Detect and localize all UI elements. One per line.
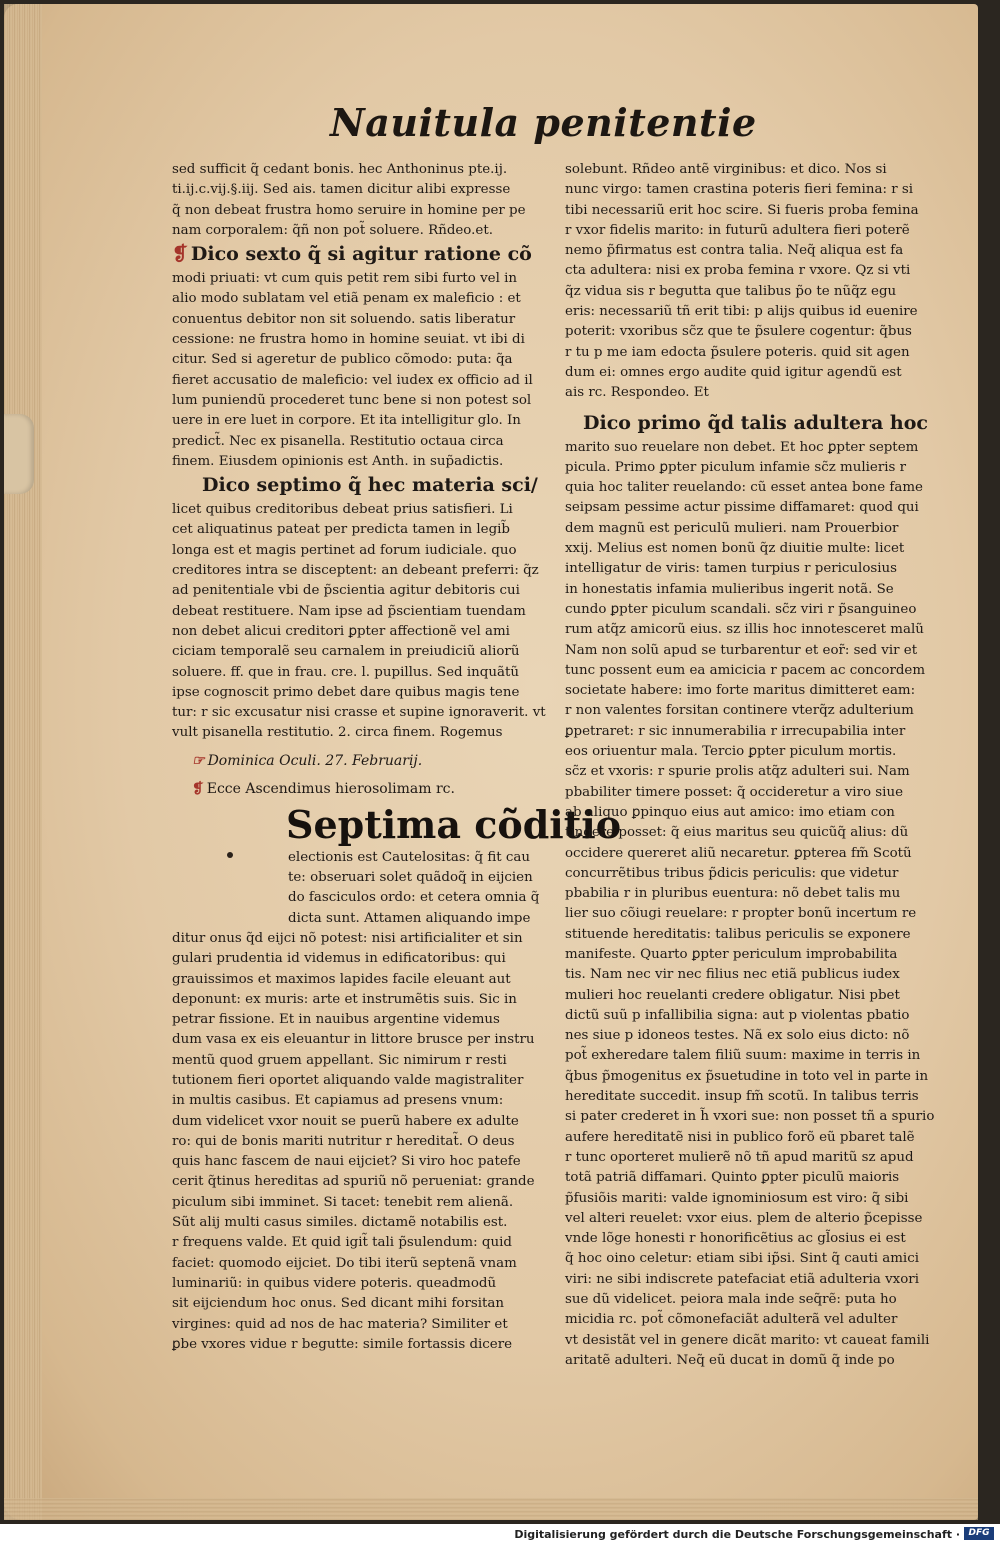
- text-line: sc̃z et vxoris: r spurie prolis atq̃z adulteri sui. Nam: [565, 764, 910, 780]
- text-line: grauissimos et maximos lapides facile eleuant aut: [172, 971, 511, 987]
- text-line: cessione: ne frustra homo in homine seuiat. vt ibi di: [172, 332, 525, 348]
- septima-conditio-heading: Septima cõditio: [286, 801, 622, 847]
- text-line: ais rc. Respondeo. Et: [565, 385, 709, 401]
- text-line: r frequens valde. Et quid igit̃ tali p̃sulendum: quid: [172, 1235, 512, 1251]
- text-line: sit eijciendum hoc onus. Sed dicant mihi forsitan: [172, 1296, 505, 1312]
- text-line: finem. Eiusdem opinionis est Anth. in sup̃adictis.: [172, 453, 504, 469]
- text-line: quia hoc taliter reuelando: cũ esset antea bone fame: [565, 480, 923, 496]
- text-line: pot̃ exheredare talem filiũ suum: maxime in terris in: [565, 1048, 921, 1064]
- text-line: vt desistãt vel in genere dicãt marito: vt caueat famili: [565, 1332, 930, 1348]
- text-line: stituende hereditatis: talibus periculis se exponere: [565, 926, 911, 942]
- text-line: mentũ quod gruem appellant. Sic nimirum r resti: [172, 1052, 507, 1068]
- text-line: q̃z vidua sis r begutta que talibus p̃o te nũq̃z egu: [565, 283, 897, 299]
- text-line: eos oriuentur mala. Tercio ꝑpter piculum mortis.: [565, 744, 897, 760]
- text-line: piculum sibi imminet. Si tacet: tenebit rem alienã.: [172, 1194, 514, 1210]
- text-line: in honestatis infamia mulieribus ingerit notã. Se: [565, 581, 894, 597]
- text-line: modi priuati: vt cum quis petit rem sibi furto vel in: [172, 271, 518, 287]
- text-line: r non valentes forsitan continere vterq̃z adulterium: [565, 703, 914, 719]
- text-line: viri: ne sibi indiscrete patefaciat etiã adulteria vxori: [565, 1271, 919, 1287]
- text-line: tutionem fieri oportet aliquando valde magistraliter: [172, 1072, 524, 1088]
- text-line: Sũt alij multi casus similes. dictamẽ notabilis est.: [172, 1215, 508, 1231]
- text-line: ditur onus q̃d eijci nõ potest: nisi artificialiter et sin: [172, 930, 523, 946]
- text-line: societate habere: imo forte maritus dimitteret eam:: [565, 683, 916, 699]
- text-line: manifeste. Quarto ꝑpter periculum improbabilita: [565, 946, 898, 962]
- text-line: tis. Nam nec vir nec filius nec etiã publicus iudex: [565, 967, 900, 983]
- text-line: ti.ij.c.vij.§.iij. Sed ais. tamen dicitur alibi expresse: [172, 182, 511, 198]
- running-title: Nauitula penitentie: [330, 100, 757, 145]
- text-line: picula. Primo ꝑpter piculum infamie sc̃z mulieris r: [565, 459, 907, 475]
- text-line: r tu p me iam edocta p̃sulere poteris. quid sit agen: [565, 344, 910, 360]
- left-text-block-c: [172, 500, 544, 744]
- text-line: dictũ suũ p infallibilia signa: aut p violentas pbatio: [565, 1007, 910, 1023]
- manicule-icon: ☞: [192, 752, 205, 769]
- text-line: cundo ꝑpter piculum scandali. sc̃z viri r p̃sanguineo: [565, 601, 917, 617]
- text-line: dum vasa ex eis eleuantur in littore brusce per instru: [172, 1032, 535, 1048]
- left-text-block-e: [172, 929, 544, 1355]
- text-line: ab aliquo ꝑpinquo eius aut amico: imo etiam con: [565, 804, 895, 820]
- dfg-logo: DFG: [964, 1527, 994, 1540]
- text-line: marito suo reuelare non debet. Et hoc ꝑpter septem: [565, 439, 919, 455]
- text-line: uere in ere luet in corpore. Et ita intelligitur glo. In: [172, 413, 521, 429]
- text-line: intelligatur de viris: tamen turpius r periculosius: [565, 561, 898, 577]
- text-line: cta adultera: nisi ex proba femina r vxore. Qz si vti: [565, 263, 911, 279]
- text-line: xxij. Melius est nomen bonũ q̃z diuitie multe: licet: [565, 541, 905, 557]
- text-line: rum atq̃z amicorũ eius. sz illis hoc innotesceret malũ: [565, 622, 924, 638]
- text-line: nemo p̃firmatus est contra talia. Neq̃ aliqua est fa: [565, 243, 904, 259]
- text-line: quis hanc fascem de naui eijciet? Si viro hoc patefe: [172, 1154, 521, 1170]
- pilcrow-mark: ❡: [172, 243, 188, 266]
- text-line: luminariũ: in quibus videre poteris. queadmodũ: [172, 1275, 497, 1291]
- right-text-block-b: [565, 438, 937, 1372]
- left-column: [172, 160, 622, 1352]
- text-line: occidere quereret aliũ necaretur. ꝑpterea fm̃ Scotũ: [565, 845, 912, 861]
- section-heading-dico-primo: Dico primo q̃d talis adultera hoc: [583, 411, 928, 434]
- right-text-block-a: [565, 160, 937, 404]
- text-line: seipsam pessime actur pissime diffamaret: quod qui: [565, 500, 919, 516]
- text-line: aritatẽ adulteri. Neq̃ eũ ducat in domũ q̃ inde po: [565, 1352, 895, 1368]
- text-line: nunc virgo: tamen crastina poteris fieri femina: r si: [565, 182, 914, 198]
- text-line: creditores intra se disceptent: an debeant preferri: q̃z: [172, 563, 539, 579]
- text-line: q̃ hoc oino celetur: etiam sibi ip̃si. Sint q̃ cauti amici: [565, 1251, 919, 1267]
- text-line: lier suo cõiugi reuelare: r propter bonũ incertum re: [565, 906, 917, 922]
- left-text-block-b: [172, 269, 544, 472]
- text-line: lum puniendũ procederet tunc bene si non potest sol: [172, 392, 532, 408]
- text-line: pbabilia r in pluribus euentura: nõ debet talis mu: [565, 886, 901, 902]
- text-line: ꝑpetraret: r sic innumerabilia r irrecupabilia inter: [565, 723, 906, 739]
- text-line: deponunt: ex muris: arte et instrumẽtis suis. Sic in: [172, 991, 517, 1007]
- text-line: vnde lõge honesti r honorificẽtius ac gl̃osius ei est: [565, 1231, 906, 1247]
- text-line: alio modo sublatam vel etiã penam ex maleficio : et: [172, 291, 521, 307]
- text-line: longa est et magis pertinet ad forum iudiciale. quo: [172, 542, 517, 558]
- text-line: non debet alicui creditori ꝑpter affectionẽ vel ami: [172, 623, 510, 639]
- text-line: petrar fissione. Et in nauibus argentine videmus: [172, 1012, 500, 1028]
- text-line: tur: r sic excusatur nisi crasse et supine ignoraverit. vt: [172, 705, 546, 721]
- section-heading-dico-sexto: ❡ Dico sexto q̃ si agitur ratione cõ: [172, 243, 532, 266]
- text-line: vult pisanella restitutio. 2. circa finem. Rogemus: [172, 725, 503, 741]
- text-line: fieret accusatio de maleficio: vel iudex ex officio ad il: [172, 372, 533, 388]
- text-line: si pater crederet in h̃ vxori sue: non posset tñ a spurio: [565, 1109, 935, 1125]
- text-line: totã patriã diffamari. Quinto ꝑpter piculũ maioris: [565, 1170, 900, 1186]
- text-line: eris: necessariũ tñ erit tibi: p alijs quibus id euenire: [565, 304, 918, 320]
- text-line: dum ei: omnes ergo audite quid igitur agendũ est: [565, 364, 902, 380]
- text-line: do fasciculos ordo: et cetera omnia q̃: [288, 890, 540, 906]
- footer-credit: Digitalisierung gefördert durch die Deutsche Forschungsgemeinschaft ·: [514, 1528, 960, 1541]
- text-line: sue dũ videlicet. peiora mala inde seq̃rẽ: puta ho: [565, 1292, 897, 1308]
- dominica-rubric: ☞ Dominica Oculi. 27. Februarij.: [192, 752, 423, 769]
- septima-lead-block: [172, 848, 544, 929]
- text-line: poterit: vxoribus sc̃z que te p̃sulere cogentur: q̃bus: [565, 324, 912, 340]
- text-line: faciet: quomodo eijciet. Do tibi iterũ septenã vnam: [172, 1255, 517, 1271]
- text-line: ꝑbe vxores vidue r begutte: simile fortassis dicere: [172, 1336, 513, 1352]
- text-line: sed sufficit q̃ cedant bonis. hec Anthoninus pte.ij.: [172, 162, 508, 177]
- text-line: virgines: quid ad nos de hac materia? Similiter et: [172, 1316, 508, 1332]
- binding-clasp: [4, 414, 34, 494]
- text-line: soluere. ff. que in frau. cre. l. pupillus. Sed inquãtũ: [172, 664, 519, 680]
- text-line: gulari prudentia id videmus in edificatoribus: qui: [172, 951, 506, 967]
- text-line: tingere posset: q̃ eius maritus seu quicũq̃ alius: dũ: [565, 825, 909, 841]
- text-line: in multis casibus. Et capiamus ad presens vnum:: [172, 1093, 504, 1109]
- right-column: [565, 160, 937, 1368]
- text-line: cerit q̃tinus hereditas ad spuriũ nõ perueniat: grande: [172, 1174, 535, 1190]
- text-line: pbabiliter timere posset: q̃ occideretur a viro siue: [565, 784, 903, 800]
- text-line: Nam non solũ apud se turbarentur et eor̃: sed vir et: [565, 642, 918, 658]
- text-line: ro: qui de bonis mariti nutritur r hereditat̃. O deus: [172, 1133, 515, 1149]
- text-line: te: obseruari solet quãdoq̃ in eijcien: [288, 870, 533, 886]
- text-line: nes siue p idoneos testes. Nã ex solo eius dicto: nõ: [565, 1028, 910, 1044]
- text-line: conuentus debitor non sit soluendo. satis liberatur: [172, 311, 516, 327]
- text-line: ad penitentiale vbi de p̃scientia agitur debitoris cui: [172, 583, 520, 599]
- text-line: aufere hereditatẽ nisi in publico forõ eũ pbaret talẽ: [565, 1129, 915, 1145]
- text-line: tunc possent eum ea amicicia r pacem ac concordem: [565, 662, 926, 678]
- page-bottom-edge: [4, 1498, 978, 1520]
- text-line: mulieri hoc reuelanti credere obligatur. Nisi pbet: [565, 987, 900, 1003]
- text-line: nam corporalem: q̃ñ non pot̃ soluere. Rñdeo.et.: [172, 222, 493, 238]
- left-text-block-a: [172, 160, 544, 241]
- text-line: q̃bus p̃mogenitus ex p̃suetudine in toto vel in parte in: [565, 1068, 929, 1084]
- page-fore-edge: [4, 4, 42, 1520]
- text-line: licet quibus creditoribus debeat prius satisfieri. Li: [172, 502, 513, 518]
- section-heading-dico-septimo: Dico septimo q̃ hec materia sci/: [202, 474, 538, 497]
- text-line: solebunt. Rñdeo antẽ virginibus: et dico. Nos si: [565, 162, 887, 177]
- text-line: r tunc oporteret mulierẽ nõ tñ apud maritũ sz apud: [565, 1149, 914, 1165]
- text-line: r vxor fidelis marito: in futurũ adultera fieri poterẽ: [565, 222, 910, 238]
- text-line: concurrẽtibus tribus p̃dicis periculis: que videtur: [565, 865, 899, 881]
- pilcrow-mark: ❡: [192, 780, 204, 797]
- text-line: vel alteri reuelet: vxor eius. plem de alterio p̃cepisse: [565, 1210, 923, 1226]
- text-line: hereditate succedit. insup fm̃ scotũ. In talibus terris: [565, 1089, 919, 1105]
- text-line: cet aliquatinus pateat per predicta tamen in legib̃: [172, 522, 511, 538]
- bullet-mark: [227, 852, 233, 858]
- text-line: citur. Sed si ageretur de publico cõmodo: puta: q̃a: [172, 352, 513, 368]
- text-line: electionis est Cautelositas: q̃ fit cau: [288, 849, 530, 865]
- text-line: q̃ non debeat frustra homo seruire in homine per pe: [172, 202, 526, 218]
- text-line: ciciam temporalẽ seu carnalem in preiudiciũ aliorũ: [172, 644, 520, 660]
- text-line: p̃fusiõis mariti: valde ignominiosum est viro: q̃ sibi: [565, 1190, 909, 1206]
- text-line: ipse cognoscit primo debet dare quibus magis tene: [172, 684, 520, 700]
- text-line: dem magnũ est periculũ mulieri. nam Prouerbior: [565, 520, 899, 536]
- text-line: predict̃. Nec ex pisanella. Restitutio octaua circa: [172, 433, 504, 449]
- text-line: dicta sunt. Attamen aliquando impe: [288, 910, 531, 926]
- text-line: dum videlicet vxor nouit se puerũ habere ex adulte: [172, 1113, 519, 1129]
- ecce-rubric: ❡ Ecce Ascendimus hierosolimam rc.: [192, 780, 455, 797]
- text-line: tibi necessariũ erit hoc scire. Si fueris proba femina: [565, 202, 919, 218]
- text-line: debeat restituere. Nam ipse ad p̃scientiam tuendam: [172, 603, 526, 619]
- text-line: micidia rc. pot̃ cõmonefaciãt adulterã vel adulter: [565, 1312, 898, 1328]
